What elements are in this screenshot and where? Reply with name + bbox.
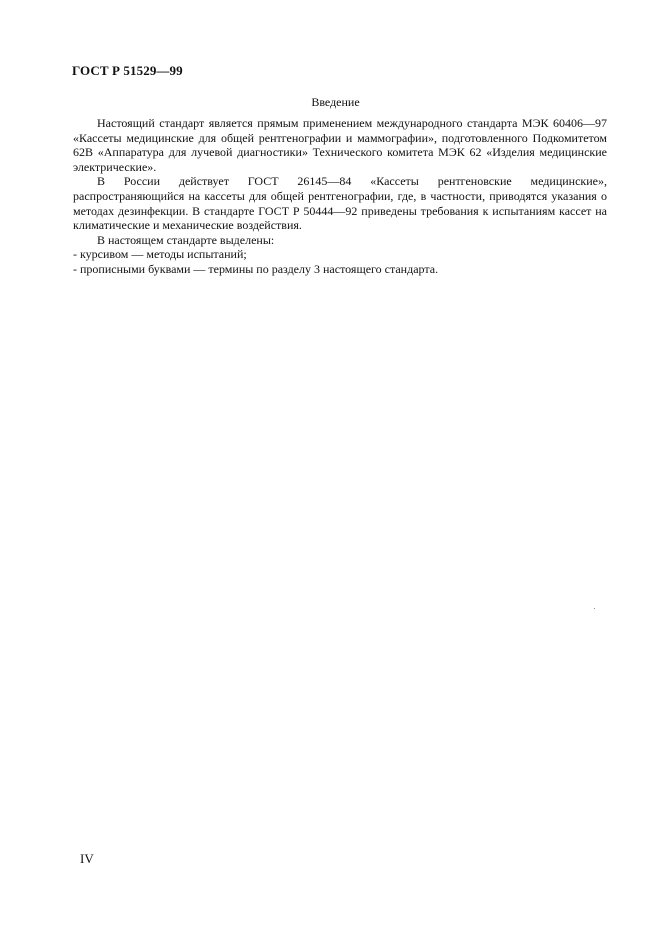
scan-speck (594, 608, 595, 609)
body-text (73, 116, 607, 277)
paragraph-intro: Настоящий стандарт является прямым применением международного стандарта МЭК 60406—97 «Кассеты медицинские для общей рентгенографии и маммографии», подготовленного Подкомитетом 62В «Аппаратура для лучевой диагностики» Технического комитета МЭК 62 «Изделия медицинские электрические». (73, 116, 607, 174)
paragraph-highlight-intro: В настоящем стандарте выделены: (97, 232, 275, 247)
list-item-capitals: - прописными буквами — термины по разделу 3 настоящего стандарта. (73, 261, 439, 276)
section-title: Введение (311, 95, 360, 109)
paragraph-russia: В России действует ГОСТ 26145—84 «Кассеты рентгеновские медицинские», распространяющийся на кассеты для общей рентгенографии, где, в частности, приводятся указания о методах дезинфекции. В стандарте ГОСТ Р 50444—92 приведены требования к испытаниям кассет на климатические и механические воздействия. (73, 174, 607, 233)
page-number: IV (80, 851, 94, 866)
list-item-italic: - курсивом — методы испытаний; (73, 247, 247, 262)
standard-header: ГОСТ Р 51529—99 (72, 63, 183, 78)
